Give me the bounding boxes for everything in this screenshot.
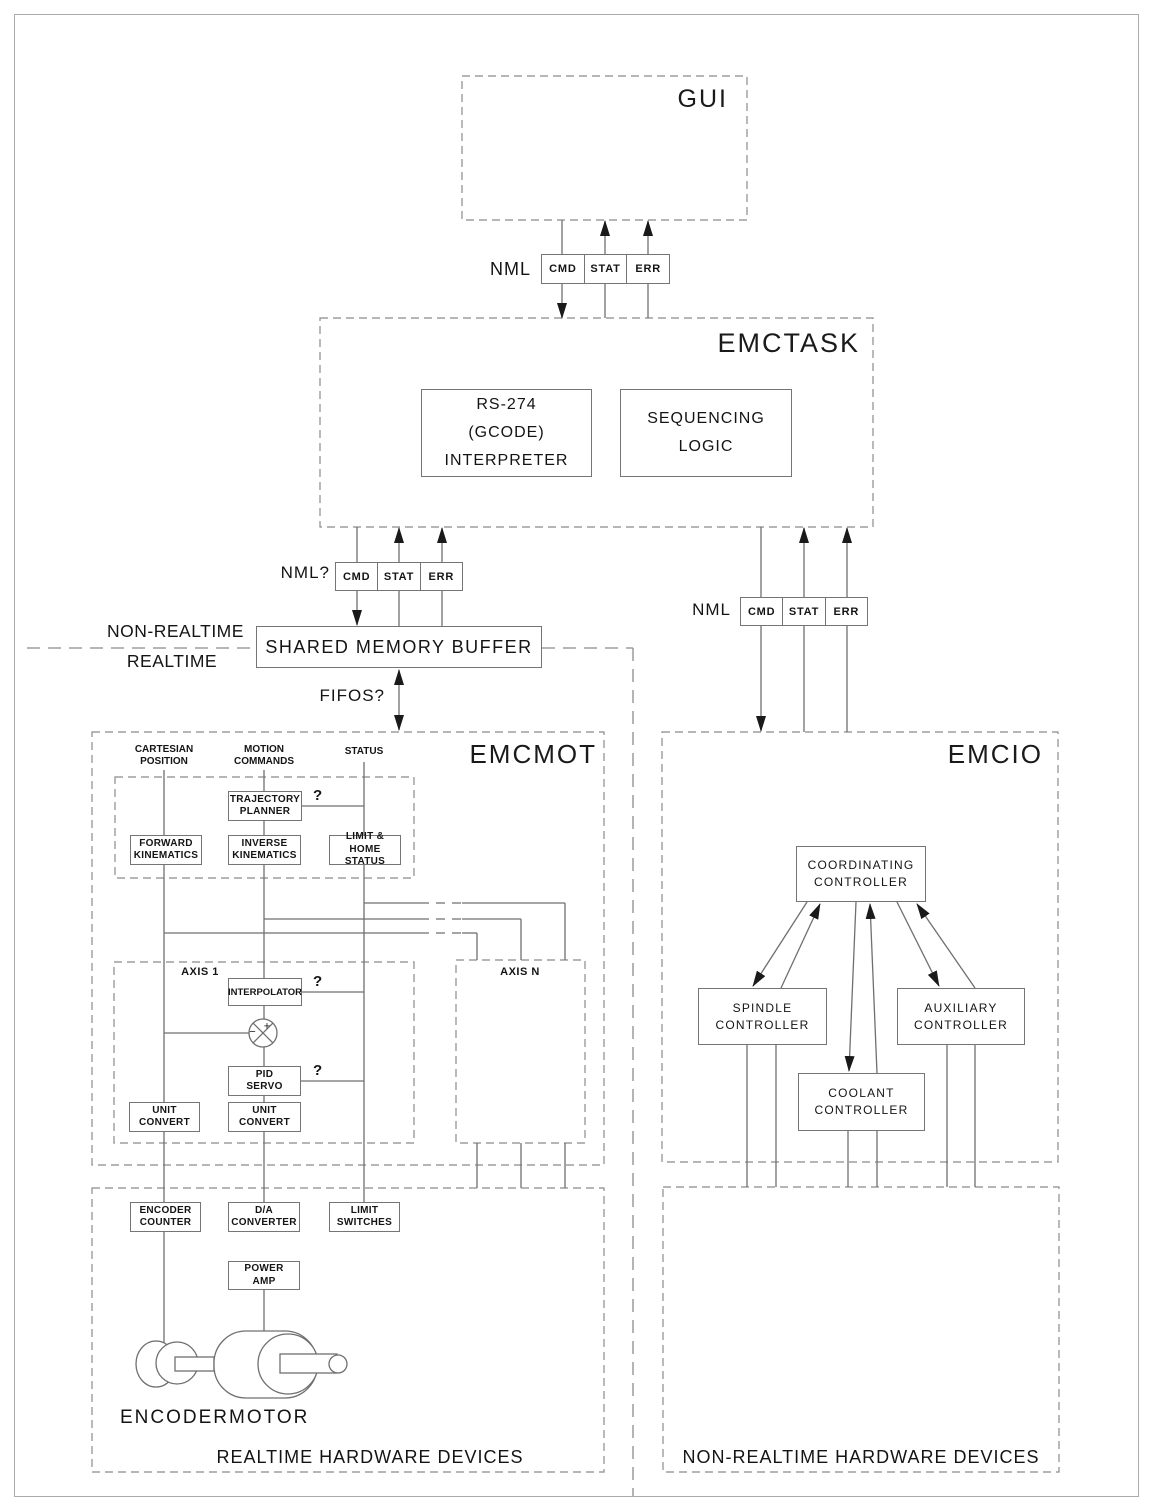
unit-convert2-line2: CONVERT <box>239 1117 290 1128</box>
nml-gui-err-cell: ERR <box>626 255 669 283</box>
shared-memory-buffer-box <box>256 626 542 668</box>
power-amp-line2: AMP <box>252 1275 276 1287</box>
limit-switches-box <box>329 1202 400 1232</box>
nml-gui-cmd-cell: CMD <box>549 263 577 275</box>
inverse-kin-line1: INVERSE <box>241 837 288 849</box>
gui-title: GUI <box>677 85 728 113</box>
limit-home-status-box <box>329 831 401 868</box>
unit-convert2-line1: UNIT <box>252 1104 277 1116</box>
rs274-line3: INTERPRETER <box>444 452 569 469</box>
shared-memory-buffer-label: SHARED MEMORY BUFFER <box>265 636 533 657</box>
unit-convert-output-box <box>228 1102 301 1132</box>
fifos-label: FIFOS? <box>319 686 385 705</box>
axis1-label: AXIS 1 <box>181 966 219 978</box>
power-amp-line1: POWER <box>244 1263 284 1274</box>
interpolator-label: INTERPOLATOR <box>227 986 303 998</box>
coolant-controller-box <box>798 1073 925 1131</box>
nml-io-cmd-cell: CMD <box>747 605 776 618</box>
unit-convert1-line2: CONVERT <box>139 1117 190 1128</box>
nml-mot-stat-cell: STAT <box>377 563 419 590</box>
motion-line1: MOTION <box>244 744 284 755</box>
limit-home-line1: LIMIT & HOME <box>345 831 385 855</box>
limit-switches-line1: LIMIT <box>350 1204 379 1216</box>
realtime-label: REALTIME <box>126 651 218 671</box>
trajectory-line1: TRAJECTORY <box>229 793 301 805</box>
nml-io-channel-row <box>740 597 868 626</box>
interpolator-question-mark: ? <box>313 973 323 990</box>
cartesian-line2: POSITION <box>140 756 188 767</box>
motor-shaft-end <box>329 1355 347 1373</box>
unit-convert-feedback-box <box>129 1102 200 1132</box>
rs274-line2: (GCODE) <box>468 424 545 441</box>
nml-mot-err-cell: ERR <box>420 563 462 590</box>
axisn-label: AXIS N <box>500 966 540 978</box>
pid-line2: SERVO <box>246 1081 283 1092</box>
motion-line2: COMMANDS <box>234 756 294 767</box>
coordinating-line2: CONTROLLER <box>813 875 908 889</box>
power-amp-box <box>228 1261 300 1290</box>
encoder-counter-box <box>130 1202 201 1232</box>
forward-kin-line2: KINEMATICS <box>133 850 199 861</box>
limit-switches-line2: SWITCHES <box>336 1217 393 1228</box>
pid-question-mark: ? <box>313 1062 323 1079</box>
sum-plus-sign: + <box>263 1020 271 1033</box>
spindle-controller-box <box>698 988 827 1045</box>
emcmot-region <box>92 732 604 1165</box>
emcmot-connectors <box>164 762 565 1203</box>
da-converter-line1: D/A <box>254 1204 274 1216</box>
axisn-region <box>456 960 585 1143</box>
nml-io-err-cell: ERR <box>825 598 867 625</box>
nml-mot-label: NML? <box>280 563 330 582</box>
sequencing-line1: SEQUENCING <box>647 410 765 427</box>
pid-servo-box <box>228 1066 301 1096</box>
coordinating-controller-box <box>796 846 926 902</box>
coolant-line1: COOLANT <box>828 1086 895 1100</box>
non-realtime-label: NON-REALTIME <box>107 621 244 641</box>
nml-io-stat-cell: STAT <box>782 598 824 625</box>
coolant-line2: CONTROLLER <box>814 1103 909 1117</box>
nml-gui-label: NML <box>489 259 531 279</box>
encoder-shaft <box>175 1357 214 1371</box>
nml-gui-channel-row <box>541 254 670 284</box>
motion-commands-header <box>214 744 314 768</box>
nonrealtime-hw-caption: NON-REALTIME HARDWARE DEVICES <box>682 1447 1040 1467</box>
forward-kin-line1: FORWARD <box>139 837 193 849</box>
summing-junction <box>249 1019 277 1047</box>
emcio-title: EMCIO <box>947 739 1043 769</box>
realtime-hw-caption: REALTIME HARDWARE DEVICES <box>216 1447 524 1467</box>
auxiliary-controller-box <box>897 988 1025 1045</box>
pid-line1: PID <box>255 1068 274 1080</box>
sequencing-logic-box <box>620 389 792 477</box>
interpolator-box <box>228 978 302 1006</box>
encoder-counter-line2: COUNTER <box>139 1217 192 1228</box>
inverse-kinematics-box <box>228 835 301 865</box>
nml-mot-channel-row <box>335 562 463 591</box>
encoder-word-label: ENCODER <box>120 1407 230 1428</box>
nml-gui-stat-cell: STAT <box>584 255 627 283</box>
status-header: STATUS <box>344 746 384 757</box>
sequencing-line2: LOGIC <box>678 438 734 455</box>
da-converter-box <box>228 1202 300 1232</box>
inverse-kin-line2: KINEMATICS <box>232 850 297 861</box>
auxiliary-line2: CONTROLLER <box>913 1017 1008 1032</box>
cartesian-line1: CARTESIAN <box>134 744 194 755</box>
nonrealtime-hw-region <box>663 1187 1059 1472</box>
emcmot-title: EMCMOT <box>469 739 597 769</box>
emctask-title: EMCTASK <box>717 328 860 358</box>
nml-mot-cmd-cell: CMD <box>342 570 371 583</box>
unit-convert1-line1: UNIT <box>152 1104 177 1116</box>
auxiliary-line1: AUXILIARY <box>924 1000 998 1015</box>
trajectory-line2: PLANNER <box>239 806 291 817</box>
spindle-line2: CONTROLLER <box>715 1017 810 1032</box>
spindle-line1: SPINDLE <box>732 1000 793 1015</box>
trajectory-question-mark: ? <box>313 787 323 804</box>
da-converter-line2: CONVERTER <box>231 1217 297 1228</box>
coordinating-line1: COORDINATING <box>807 858 915 872</box>
trajectory-planner-box <box>228 791 302 821</box>
emctask-emcio-connectors <box>761 527 847 732</box>
forward-kinematics-box <box>130 835 202 865</box>
limit-home-line2: STATUS <box>344 856 386 868</box>
rs274-interpreter-box <box>421 389 592 477</box>
nml-io-label: NML <box>692 600 731 619</box>
sum-minus-sign: − <box>249 1025 256 1038</box>
encoder-motor-drawing <box>136 1232 347 1398</box>
rs274-line1: RS-274 <box>476 396 537 413</box>
encoder-counter-line1: ENCODER <box>139 1204 192 1216</box>
cartesian-position-header <box>114 744 214 768</box>
motor-word-label: MOTOR <box>229 1407 310 1428</box>
